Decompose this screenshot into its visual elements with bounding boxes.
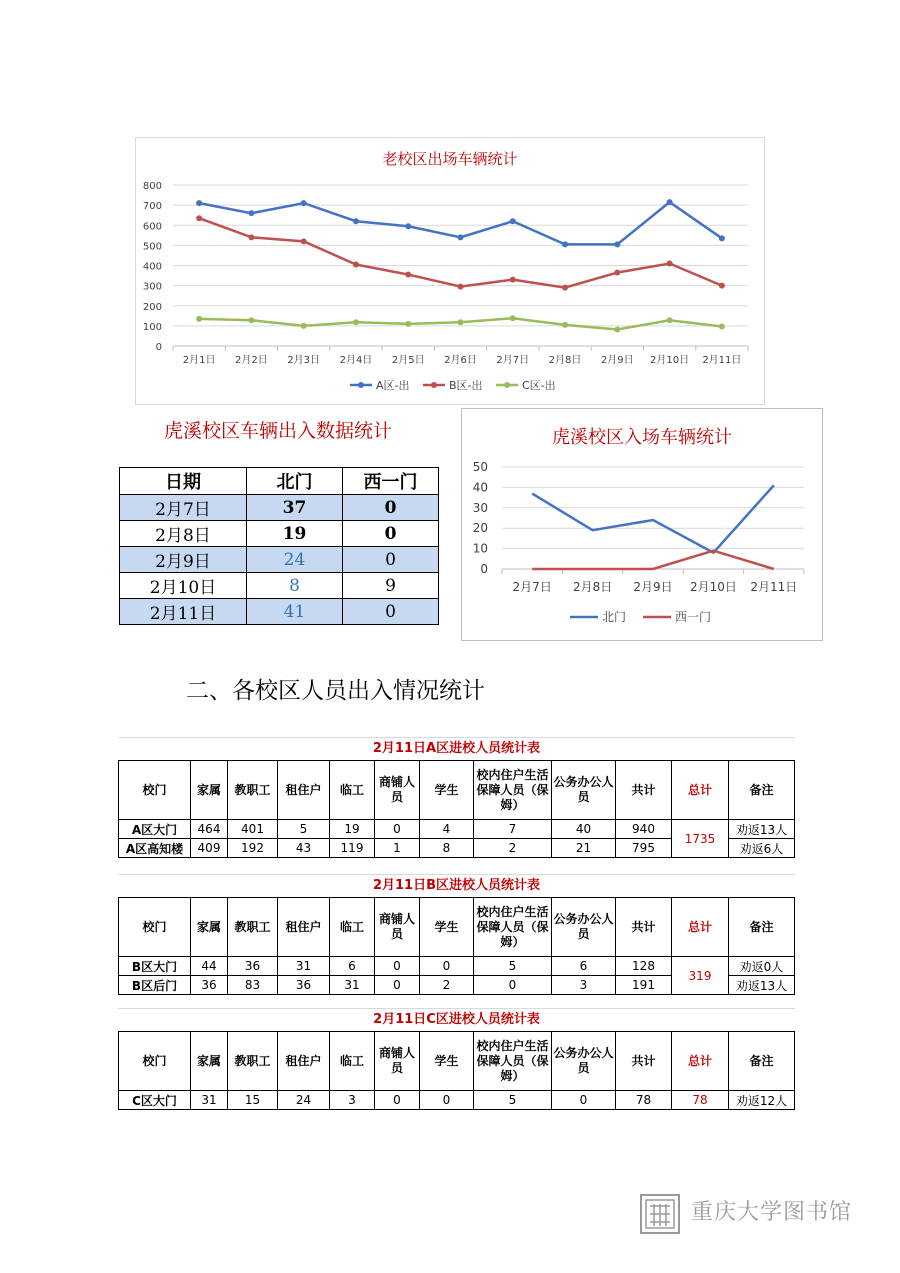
count-cell: 2 <box>420 976 474 995</box>
table-row <box>120 495 439 521</box>
cell-west: 0 <box>343 495 439 521</box>
count-cell: 0 <box>552 1091 616 1110</box>
data-point <box>301 200 307 206</box>
legend-label: A区-出 <box>376 379 410 392</box>
y-tick-label: 100 <box>142 321 162 333</box>
note-cell: 劝返12人 <box>729 1091 795 1110</box>
column-header: 总计 <box>672 898 729 957</box>
column-header: 共计 <box>616 1032 672 1091</box>
count-cell: 15 <box>228 1091 278 1110</box>
column-header: 校内住户生活保障人员（保姆） <box>474 761 552 820</box>
data-point <box>510 218 516 224</box>
note-cell: 劝返6人 <box>729 839 795 858</box>
data-point <box>667 317 673 323</box>
x-tick-label: 2月7日 <box>496 355 530 366</box>
cell-west: 0 <box>343 547 439 573</box>
data-point <box>510 315 516 321</box>
count-cell: 119 <box>330 839 375 858</box>
column-header: 校门 <box>119 761 191 820</box>
count-cell: 3 <box>330 1091 375 1110</box>
count-cell: 31 <box>191 1091 228 1110</box>
gate-cell: A区高知楼 <box>119 839 191 858</box>
count-cell: 8 <box>420 839 474 858</box>
count-cell: 43 <box>278 839 330 858</box>
y-tick-label: 40 <box>472 480 488 495</box>
people-table <box>118 1031 795 1110</box>
data-point <box>405 272 411 278</box>
x-tick-label: 2月10日 <box>689 580 737 594</box>
data-point <box>562 322 568 328</box>
data-point <box>458 319 464 325</box>
data-point <box>248 210 254 216</box>
count-cell: 0 <box>375 976 420 995</box>
y-tick-label: 600 <box>142 221 162 233</box>
count-cell: 2 <box>474 839 552 858</box>
count-cell: 3 <box>552 976 616 995</box>
cell-north: 41 <box>247 599 343 625</box>
gate-cell: C区大门 <box>119 1091 191 1110</box>
count-cell: 409 <box>191 839 228 858</box>
cell-north: 19 <box>247 521 343 547</box>
table-header-row <box>119 761 795 820</box>
y-tick-label: 400 <box>142 261 162 273</box>
column-header: 公务办公人员 <box>552 1032 616 1091</box>
count-cell: 401 <box>228 820 278 839</box>
section-heading: 二、各校区人员出入情况统计 <box>186 678 485 704</box>
note-cell: 劝返13人 <box>729 820 795 839</box>
huxi-vehicle-table <box>119 467 439 625</box>
count-cell: 44 <box>191 957 228 976</box>
header-north-gate: 北门 <box>247 468 343 495</box>
count-cell: 83 <box>228 976 278 995</box>
legend-label: 北门 <box>602 610 627 624</box>
cell-north: 8 <box>247 573 343 599</box>
y-tick-label: 500 <box>142 241 162 253</box>
legend-label: B区-出 <box>449 379 483 392</box>
column-header: 校门 <box>119 1032 191 1091</box>
column-header: 备注 <box>729 898 795 957</box>
column-header: 共计 <box>616 898 672 957</box>
b-zone-people-table <box>118 874 795 995</box>
data-point <box>405 321 411 327</box>
table-row <box>119 1091 795 1110</box>
count-cell: 7 <box>474 820 552 839</box>
y-tick-label: 800 <box>142 181 162 192</box>
data-point <box>562 241 568 247</box>
column-header: 学生 <box>420 898 474 957</box>
cell-north: 24 <box>247 547 343 573</box>
count-cell: 6 <box>552 957 616 976</box>
count-cell: 192 <box>228 839 278 858</box>
cell-west: 0 <box>343 521 439 547</box>
a-zone-people-table <box>118 737 795 858</box>
legend-marker <box>358 382 364 388</box>
column-header: 家属 <box>191 761 228 820</box>
count-cell: 78 <box>616 1091 672 1110</box>
x-tick-label: 2月5日 <box>391 355 425 366</box>
data-point <box>719 235 725 241</box>
cell-date: 2月11日 <box>120 599 247 625</box>
table-row <box>120 521 439 547</box>
data-point <box>353 319 359 325</box>
data-point <box>196 200 202 206</box>
data-point <box>458 284 464 290</box>
data-point <box>458 234 464 240</box>
y-tick-label: 300 <box>142 281 162 293</box>
data-point <box>719 323 725 329</box>
column-header: 商铺人员 <box>375 898 420 957</box>
count-cell: 6 <box>330 957 375 976</box>
library-logo <box>638 1192 868 1236</box>
column-header: 租住户 <box>278 898 330 957</box>
library-name: 重庆大学图书馆 <box>691 1200 853 1225</box>
x-tick-label: 2月1日 <box>182 355 216 366</box>
data-point <box>301 238 307 244</box>
count-cell: 464 <box>191 820 228 839</box>
x-tick-label: 2月6日 <box>444 355 477 366</box>
data-point <box>405 223 411 229</box>
data-point <box>248 317 254 323</box>
table-row <box>119 957 795 976</box>
count-cell: 0 <box>375 1091 420 1110</box>
y-tick-label: 200 <box>142 301 162 313</box>
x-tick-label: 2月11日 <box>750 580 798 594</box>
gate-cell: B区后门 <box>119 976 191 995</box>
y-tick-label: 20 <box>472 521 488 536</box>
x-tick-label: 2月9日 <box>600 355 634 366</box>
table-row <box>120 547 439 573</box>
cell-date: 2月9日 <box>120 547 247 573</box>
huxi-entry-chart <box>461 408 823 641</box>
data-point <box>614 326 620 332</box>
column-header: 学生 <box>420 1032 474 1091</box>
count-cell: 36 <box>228 957 278 976</box>
total-cell: 1735 <box>672 820 729 858</box>
data-point <box>353 218 359 224</box>
column-header: 临工 <box>330 1032 375 1091</box>
column-header: 临工 <box>330 761 375 820</box>
count-cell: 5 <box>278 820 330 839</box>
note-cell: 劝返13人 <box>729 976 795 995</box>
count-cell: 5 <box>474 957 552 976</box>
table-title: 2月11日C区进校人员统计表 <box>118 1008 795 1031</box>
gate-cell: A区大门 <box>119 820 191 839</box>
column-header: 校门 <box>119 898 191 957</box>
column-header: 学生 <box>420 761 474 820</box>
column-header: 校内住户生活保障人员（保姆） <box>474 1032 552 1091</box>
count-cell: 24 <box>278 1091 330 1110</box>
c-zone-people-table <box>118 1008 795 1110</box>
column-header: 商铺人员 <box>375 761 420 820</box>
cell-west: 9 <box>343 573 439 599</box>
total-cell: 78 <box>672 1091 729 1110</box>
table-title: 2月11日A区进校人员统计表 <box>118 737 795 760</box>
data-point <box>667 199 673 205</box>
column-header: 校内住户生活保障人员（保姆） <box>474 898 552 957</box>
data-point <box>614 270 620 276</box>
gate-cell: B区大门 <box>119 957 191 976</box>
x-tick-label: 2月2日 <box>235 355 268 366</box>
y-tick-label: 30 <box>472 500 488 515</box>
chart-title: 老校区出场车辆统计 <box>382 150 518 168</box>
column-header: 家属 <box>191 1032 228 1091</box>
header-west-gate: 西一门 <box>343 468 439 495</box>
y-tick-label: 50 <box>472 460 488 474</box>
column-header: 总计 <box>672 1032 729 1091</box>
people-table <box>118 897 795 995</box>
table-row <box>120 599 439 625</box>
table-header-row <box>119 1032 795 1091</box>
count-cell: 36 <box>191 976 228 995</box>
count-cell: 36 <box>278 976 330 995</box>
x-tick-label: 2月8日 <box>548 355 582 366</box>
table-header-row <box>120 468 439 495</box>
count-cell: 795 <box>616 839 672 858</box>
column-header: 共计 <box>616 761 672 820</box>
data-point <box>196 215 202 221</box>
data-point <box>510 277 516 283</box>
y-tick-label: 10 <box>472 541 488 556</box>
cell-date: 2月10日 <box>120 573 247 599</box>
table-title: 2月11日B区进校人员统计表 <box>118 874 795 897</box>
table-row <box>119 820 795 839</box>
legend-marker <box>431 382 437 388</box>
legend-marker <box>504 382 510 388</box>
old-campus-exit-chart-svg <box>136 138 764 404</box>
total-cell: 319 <box>672 957 729 995</box>
series-line <box>532 551 774 569</box>
x-tick-label: 2月8日 <box>572 580 613 594</box>
count-cell: 4 <box>420 820 474 839</box>
x-tick-label: 2月3日 <box>287 355 321 366</box>
count-cell: 0 <box>375 957 420 976</box>
count-cell: 21 <box>552 839 616 858</box>
table-header-row <box>119 898 795 957</box>
count-cell: 0 <box>375 820 420 839</box>
data-point <box>301 323 307 329</box>
cell-date: 2月8日 <box>120 521 247 547</box>
data-point <box>248 234 254 240</box>
count-cell: 40 <box>552 820 616 839</box>
data-point <box>614 241 620 247</box>
data-point <box>719 283 725 289</box>
column-header: 教职工 <box>228 1032 278 1091</box>
column-header: 备注 <box>729 761 795 820</box>
x-tick-label: 2月7日 <box>512 580 552 594</box>
data-point <box>667 260 673 266</box>
count-cell: 31 <box>278 957 330 976</box>
huxi-entry-chart-svg <box>462 409 822 640</box>
count-cell: 1 <box>375 839 420 858</box>
x-tick-label: 2月10日 <box>650 355 690 366</box>
data-point <box>562 285 568 291</box>
data-point <box>196 316 202 322</box>
count-cell: 19 <box>330 820 375 839</box>
legend-label: 西一门 <box>675 610 712 624</box>
y-tick-label: 0 <box>155 342 162 353</box>
column-header: 总计 <box>672 761 729 820</box>
header-date: 日期 <box>120 468 247 495</box>
count-cell: 940 <box>616 820 672 839</box>
column-header: 临工 <box>330 898 375 957</box>
people-table <box>118 760 795 858</box>
x-tick-label: 2月4日 <box>339 355 373 366</box>
old-campus-exit-chart <box>135 137 765 405</box>
library-seal-icon <box>638 1192 682 1236</box>
series-line <box>199 218 722 287</box>
cell-west: 0 <box>343 599 439 625</box>
column-header: 租住户 <box>278 761 330 820</box>
column-header: 教职工 <box>228 761 278 820</box>
table-row <box>120 573 439 599</box>
column-header: 租住户 <box>278 1032 330 1091</box>
series-line <box>532 485 774 552</box>
column-header: 公务办公人员 <box>552 761 616 820</box>
cell-date: 2月7日 <box>120 495 247 521</box>
note-cell: 劝返0人 <box>729 957 795 976</box>
count-cell: 128 <box>616 957 672 976</box>
data-point <box>353 261 359 267</box>
count-cell: 31 <box>330 976 375 995</box>
x-tick-label: 2月11日 <box>702 355 742 366</box>
x-tick-label: 2月9日 <box>633 580 673 594</box>
legend-label: C区-出 <box>522 379 556 392</box>
y-tick-label: 700 <box>142 201 162 213</box>
count-cell: 0 <box>420 1091 474 1110</box>
count-cell: 0 <box>474 976 552 995</box>
count-cell: 5 <box>474 1091 552 1110</box>
huxi-table-title: 虎溪校区车辆出入数据统计 <box>163 420 392 442</box>
column-header: 公务办公人员 <box>552 898 616 957</box>
column-header: 商铺人员 <box>375 1032 420 1091</box>
column-header: 教职工 <box>228 898 278 957</box>
count-cell: 191 <box>616 976 672 995</box>
column-header: 家属 <box>191 898 228 957</box>
column-header: 备注 <box>729 1032 795 1091</box>
cell-north: 37 <box>247 495 343 521</box>
count-cell: 0 <box>420 957 474 976</box>
y-tick-label: 0 <box>480 562 488 576</box>
chart-title: 虎溪校区入场车辆统计 <box>552 427 732 448</box>
